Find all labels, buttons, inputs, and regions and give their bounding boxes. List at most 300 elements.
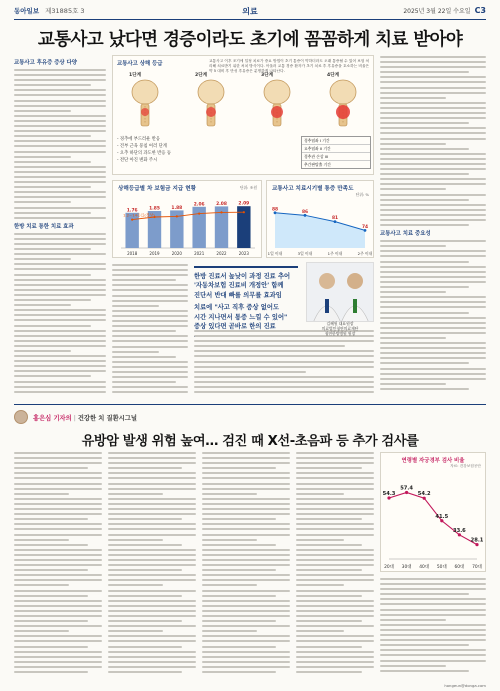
text-line bbox=[380, 654, 486, 656]
text-line bbox=[112, 351, 159, 353]
text-line bbox=[14, 381, 106, 383]
text-line bbox=[14, 176, 106, 178]
point-value-label: 41.5 bbox=[435, 513, 449, 520]
text-line bbox=[380, 97, 446, 99]
text-line bbox=[194, 386, 374, 388]
text-line bbox=[14, 279, 106, 281]
text-line bbox=[112, 381, 176, 383]
text-line bbox=[14, 196, 106, 198]
text-line bbox=[14, 355, 106, 357]
text-line bbox=[194, 366, 374, 368]
text-line bbox=[296, 595, 362, 597]
trend-point bbox=[198, 213, 200, 215]
text-line bbox=[296, 462, 374, 464]
text-line bbox=[296, 523, 374, 525]
text-line bbox=[296, 554, 374, 556]
text-line bbox=[108, 462, 196, 464]
text-line bbox=[108, 493, 163, 495]
text-line bbox=[380, 122, 469, 124]
age-chart-title: 연령별 자궁경부 검사 비율 bbox=[401, 458, 465, 464]
x-tick-label: 1주 이내 bbox=[327, 251, 343, 256]
text-line bbox=[14, 595, 88, 597]
text-line bbox=[380, 624, 486, 626]
point-value-label: 74 bbox=[361, 224, 369, 230]
text-line bbox=[380, 61, 486, 63]
text-line bbox=[202, 528, 290, 530]
text-line bbox=[108, 518, 182, 520]
x-tick-label: 70대 bbox=[472, 565, 482, 570]
text-line bbox=[380, 306, 486, 308]
x-tick-label: 2022 bbox=[216, 251, 227, 256]
text-line bbox=[14, 625, 102, 627]
text-line bbox=[14, 534, 102, 536]
article1-col3 bbox=[194, 330, 374, 400]
point-value-label: 88 bbox=[271, 207, 279, 213]
text-line bbox=[202, 620, 276, 622]
text-line bbox=[380, 204, 486, 206]
text-line bbox=[112, 346, 188, 348]
doctors-photo-illustration bbox=[307, 263, 374, 322]
text-line bbox=[112, 386, 188, 388]
text-line bbox=[202, 554, 290, 556]
text-line bbox=[14, 135, 91, 137]
trend-point bbox=[243, 211, 245, 213]
text-line bbox=[380, 153, 486, 155]
x-tick-label: 2018 bbox=[127, 251, 138, 256]
text-line bbox=[380, 224, 469, 226]
text-line bbox=[14, 140, 106, 142]
text-line bbox=[380, 219, 486, 221]
text-line bbox=[14, 498, 102, 500]
text-line bbox=[380, 634, 486, 636]
x-tick-label: 30대 bbox=[401, 565, 412, 570]
text-line bbox=[380, 214, 486, 216]
point-value-label: 81 bbox=[331, 216, 339, 222]
text-line bbox=[14, 528, 102, 530]
bar-chart-unit: 단위: 조원 bbox=[239, 185, 257, 190]
masthead-paper: 동아일보 제31885호 3 bbox=[14, 7, 85, 15]
text-line bbox=[380, 332, 486, 334]
text-line bbox=[14, 493, 69, 495]
x-tick-label: 40대 bbox=[419, 565, 430, 570]
text-line bbox=[296, 483, 374, 485]
text-line bbox=[112, 391, 188, 393]
text-line bbox=[14, 94, 106, 96]
text-line bbox=[14, 233, 106, 235]
masthead bbox=[14, 6, 486, 20]
text-line bbox=[296, 513, 374, 515]
text-line bbox=[14, 207, 106, 209]
text-line bbox=[108, 457, 196, 459]
text-line bbox=[14, 483, 102, 485]
text-line bbox=[296, 630, 344, 632]
text-line bbox=[296, 528, 374, 530]
text-line bbox=[14, 120, 106, 122]
text-line bbox=[202, 488, 290, 490]
text-line bbox=[14, 651, 102, 653]
text-line bbox=[14, 268, 106, 270]
text-line bbox=[14, 564, 102, 566]
text-line bbox=[380, 56, 486, 58]
text-line bbox=[108, 666, 196, 668]
text-line bbox=[112, 289, 188, 291]
injury-stage-diagram bbox=[112, 55, 374, 175]
text-line bbox=[296, 584, 344, 586]
text-line bbox=[14, 156, 71, 158]
point-value-label: 57.4 bbox=[400, 485, 414, 492]
text-line bbox=[14, 574, 102, 576]
point-value-label: 54.2 bbox=[417, 491, 431, 498]
text-line bbox=[14, 590, 102, 592]
stage-2-figure bbox=[187, 78, 235, 134]
text-line bbox=[14, 166, 106, 168]
spine-figures bbox=[117, 78, 371, 134]
text-line bbox=[14, 325, 91, 327]
text-line bbox=[296, 477, 374, 479]
text-line bbox=[14, 666, 102, 668]
text-line bbox=[108, 544, 182, 546]
text-line bbox=[14, 145, 106, 147]
x-tick-label: 2주 이내 bbox=[357, 251, 373, 256]
text-line bbox=[380, 317, 486, 319]
text-line bbox=[14, 365, 106, 367]
text-line bbox=[380, 296, 486, 298]
text-line bbox=[202, 656, 290, 658]
text-line bbox=[14, 319, 106, 321]
section-title: 의료 bbox=[242, 7, 258, 16]
text-line bbox=[380, 163, 486, 165]
bar-value-label: 2.09 bbox=[238, 201, 250, 207]
text-line bbox=[14, 635, 102, 637]
text-line bbox=[380, 276, 486, 278]
age-line-chart bbox=[380, 452, 486, 572]
stage-3-figure bbox=[253, 78, 301, 134]
text-line bbox=[112, 340, 188, 342]
text-line bbox=[380, 148, 469, 150]
series-line bbox=[389, 493, 477, 545]
text-line bbox=[112, 300, 188, 302]
text-line bbox=[380, 183, 486, 185]
text-line bbox=[296, 605, 374, 607]
text-line bbox=[202, 590, 290, 592]
text-line bbox=[108, 513, 196, 515]
headline-2: 유방암 발생 위험 높여… 검진 때 X선-초음파 등 추가 검사를 bbox=[81, 434, 419, 449]
text-line bbox=[296, 656, 374, 658]
text-line bbox=[14, 523, 102, 525]
text-line bbox=[380, 194, 486, 196]
text-line bbox=[296, 493, 344, 495]
age-chart-svg bbox=[381, 471, 485, 571]
article1-col1 bbox=[14, 56, 106, 400]
text-line bbox=[202, 483, 290, 485]
text-line bbox=[194, 350, 374, 352]
text-line bbox=[14, 69, 106, 71]
text-line bbox=[380, 598, 486, 600]
article2-col3 bbox=[202, 452, 290, 680]
text-line bbox=[194, 361, 374, 363]
text-line bbox=[296, 539, 344, 541]
text-line bbox=[14, 539, 69, 541]
text-line bbox=[296, 666, 374, 668]
bar-value-label: 1.88 bbox=[171, 205, 183, 211]
x-tick-label: 2019 bbox=[149, 251, 160, 256]
stage-4-label: 4단계 bbox=[327, 73, 340, 78]
text-line bbox=[296, 472, 374, 474]
bar-value-label: 2.06 bbox=[193, 202, 205, 208]
text-line bbox=[14, 584, 69, 586]
text-line bbox=[202, 518, 276, 520]
text-line bbox=[14, 544, 88, 546]
text-line bbox=[202, 467, 276, 469]
text-line bbox=[108, 635, 196, 637]
trend-line-label: 1.2~14등급(경상) bbox=[123, 212, 155, 218]
text-line bbox=[112, 371, 188, 373]
text-line bbox=[202, 472, 290, 474]
text-line bbox=[14, 299, 91, 301]
text-line bbox=[14, 579, 102, 581]
text-line bbox=[112, 361, 188, 363]
x-tick-label: 50대 bbox=[436, 565, 447, 570]
text-line bbox=[202, 452, 290, 454]
text-line bbox=[296, 640, 374, 642]
text-line bbox=[14, 472, 102, 474]
text-line bbox=[14, 74, 106, 76]
text-line bbox=[194, 391, 374, 393]
text-line bbox=[202, 615, 290, 617]
age-chart-source: 자료: 건강보험공단 bbox=[450, 464, 481, 468]
text-line bbox=[14, 258, 71, 260]
text-line bbox=[296, 574, 374, 576]
text-line bbox=[380, 188, 446, 190]
text-line bbox=[14, 201, 71, 203]
stage-1-figure bbox=[121, 78, 169, 134]
trend-point bbox=[220, 211, 222, 213]
text-line bbox=[112, 376, 188, 378]
text-line bbox=[14, 181, 106, 183]
text-line bbox=[380, 639, 486, 641]
diagram-label: 교통사고 상해 등급 bbox=[117, 61, 163, 67]
text-line bbox=[296, 508, 374, 510]
text-line bbox=[202, 534, 290, 536]
text-line bbox=[202, 640, 290, 642]
line-chart-title: 교통사고 치료시기별 통증 만족도 bbox=[272, 186, 354, 192]
text-line bbox=[380, 209, 486, 211]
text-line bbox=[14, 600, 102, 602]
text-line bbox=[194, 376, 374, 378]
text-line bbox=[202, 559, 290, 561]
x-tick-label: 2020 bbox=[171, 251, 182, 256]
diagram-note: 교통사고 이후 조기에 일정 치료가 중요 방법이 초기 통증이 약하더라도 오래 통증될 수 있어 보험 처리해 치료받기 위한 처치 방식이다. 아울러 교통 경증 환자가 초기 치료 후 후유증을 호소하는 비율은 약 5 대비 후 만성 후유증은 분명하게 나타난다. bbox=[209, 59, 370, 73]
text-line bbox=[380, 644, 469, 646]
text-line bbox=[202, 651, 290, 653]
text-line bbox=[108, 498, 196, 500]
text-line bbox=[14, 370, 106, 372]
text-line bbox=[112, 356, 176, 358]
text-line bbox=[108, 483, 196, 485]
text-line bbox=[380, 81, 486, 83]
text-line bbox=[296, 615, 374, 617]
text-line bbox=[112, 269, 188, 271]
text-line bbox=[202, 600, 290, 602]
text-line bbox=[380, 178, 486, 180]
text-line bbox=[380, 255, 486, 257]
text-line bbox=[14, 661, 102, 663]
text-line bbox=[380, 286, 469, 288]
text-line bbox=[202, 544, 276, 546]
text-line bbox=[108, 656, 196, 658]
text-line bbox=[112, 305, 159, 307]
text-line bbox=[380, 357, 486, 359]
text-line bbox=[194, 381, 374, 383]
column-name: 홍은심 기자의 | 건강한 치 질환시그널 bbox=[33, 415, 137, 422]
text-line bbox=[380, 352, 486, 354]
text-line bbox=[296, 549, 374, 551]
text-line bbox=[380, 102, 486, 104]
text-line bbox=[14, 105, 106, 107]
text-line bbox=[14, 386, 106, 388]
text-line bbox=[108, 539, 163, 541]
text-line bbox=[380, 132, 486, 134]
text-line bbox=[14, 84, 91, 86]
text-line bbox=[14, 274, 91, 276]
stage-2-label: 2단계 bbox=[195, 73, 208, 78]
text-line bbox=[14, 375, 91, 377]
text-line bbox=[14, 549, 102, 551]
text-line bbox=[108, 584, 163, 586]
reporter-avatar bbox=[14, 410, 28, 424]
article2-col1 bbox=[14, 452, 102, 680]
text-line bbox=[380, 629, 486, 631]
text-line bbox=[380, 245, 446, 247]
text-line bbox=[112, 284, 188, 286]
point-value-label: 28.1 bbox=[470, 537, 484, 544]
text-line bbox=[108, 569, 182, 571]
text-line bbox=[380, 291, 446, 293]
text-line bbox=[108, 625, 196, 627]
text-line bbox=[380, 609, 486, 611]
text-line bbox=[380, 76, 486, 78]
text-line bbox=[108, 595, 182, 597]
text-line bbox=[108, 605, 196, 607]
text-line bbox=[296, 610, 374, 612]
text-line bbox=[296, 488, 374, 490]
text-line bbox=[194, 345, 345, 347]
table-row: 경추관 손상 III bbox=[302, 153, 370, 161]
text-line bbox=[296, 651, 374, 653]
point-value-label: 54.3 bbox=[382, 491, 396, 498]
article1-col2 bbox=[112, 264, 188, 400]
text-line bbox=[14, 391, 106, 393]
text-line bbox=[14, 115, 106, 117]
text-line bbox=[296, 620, 362, 622]
text-line bbox=[14, 656, 102, 658]
text-line bbox=[380, 112, 486, 114]
text-line bbox=[14, 630, 69, 632]
text-line bbox=[108, 452, 196, 454]
text-line bbox=[380, 107, 486, 109]
text-line bbox=[14, 518, 88, 520]
trend-point bbox=[131, 219, 133, 221]
text-line bbox=[202, 493, 257, 495]
text-line bbox=[14, 554, 102, 556]
text-line bbox=[380, 660, 486, 662]
text-line bbox=[202, 513, 290, 515]
text-line bbox=[296, 590, 374, 592]
text-line bbox=[14, 350, 71, 352]
trend-point bbox=[176, 215, 178, 217]
text-line bbox=[380, 603, 486, 605]
x-tick-label: 60대 bbox=[454, 565, 465, 570]
text-line bbox=[14, 79, 106, 81]
table-row: 경추염좌 I 기간 bbox=[302, 137, 370, 145]
bar-chart-title: 상해등급별 차 보험금 지급 현황 bbox=[118, 186, 197, 192]
text-line bbox=[296, 625, 374, 627]
text-line bbox=[14, 345, 106, 347]
text-line bbox=[108, 508, 196, 510]
text-line bbox=[202, 508, 290, 510]
legend-item: - 경추에 부드러운 반응 bbox=[117, 137, 161, 142]
text-line bbox=[380, 327, 486, 329]
text-line bbox=[14, 605, 102, 607]
text-line bbox=[380, 266, 486, 268]
text-line bbox=[14, 294, 106, 296]
text-line bbox=[296, 544, 362, 546]
table-row: 추간판탈출 기간 bbox=[304, 161, 331, 167]
text-line bbox=[14, 452, 102, 454]
text-line bbox=[108, 615, 196, 617]
text-line bbox=[108, 661, 196, 663]
text-line bbox=[108, 467, 182, 469]
text-line bbox=[380, 378, 486, 380]
legend-item: - 견부 근육 뭉침 여러 단계 bbox=[117, 144, 167, 149]
text-line bbox=[380, 312, 469, 314]
text-line bbox=[202, 646, 276, 648]
text-line bbox=[202, 605, 290, 607]
legend-item: - 요추 하단의 과도한 반응 등 bbox=[117, 151, 172, 156]
stage-1-label: 1단계 bbox=[129, 73, 142, 78]
text-line bbox=[108, 579, 196, 581]
text-line bbox=[380, 388, 469, 390]
text-line bbox=[296, 635, 374, 637]
text-line bbox=[14, 340, 106, 342]
text-line bbox=[112, 320, 188, 322]
diagram-legend bbox=[117, 136, 297, 164]
bar-value-label: 1.85 bbox=[149, 206, 160, 212]
text-line bbox=[296, 498, 374, 500]
text-line bbox=[380, 199, 469, 201]
text-line bbox=[14, 569, 88, 571]
text-line bbox=[380, 373, 486, 375]
bar-chart-svg bbox=[113, 192, 261, 258]
text-line bbox=[14, 110, 71, 112]
text-line bbox=[380, 66, 486, 68]
doctors-photo bbox=[306, 262, 374, 322]
text-line bbox=[202, 635, 290, 637]
text-line bbox=[296, 518, 362, 520]
text-line bbox=[296, 467, 362, 469]
x-tick-label: 1일 이내 bbox=[267, 251, 283, 256]
text-line bbox=[194, 340, 374, 342]
text-line bbox=[112, 295, 188, 297]
text-line bbox=[296, 564, 374, 566]
text-line bbox=[380, 250, 486, 252]
text-line bbox=[14, 191, 106, 193]
text-line bbox=[14, 171, 106, 173]
text-line bbox=[14, 263, 106, 265]
text-line bbox=[202, 630, 257, 632]
legend-item: - 전단 아진 변화 주시 bbox=[117, 158, 158, 163]
text-line bbox=[14, 671, 88, 673]
